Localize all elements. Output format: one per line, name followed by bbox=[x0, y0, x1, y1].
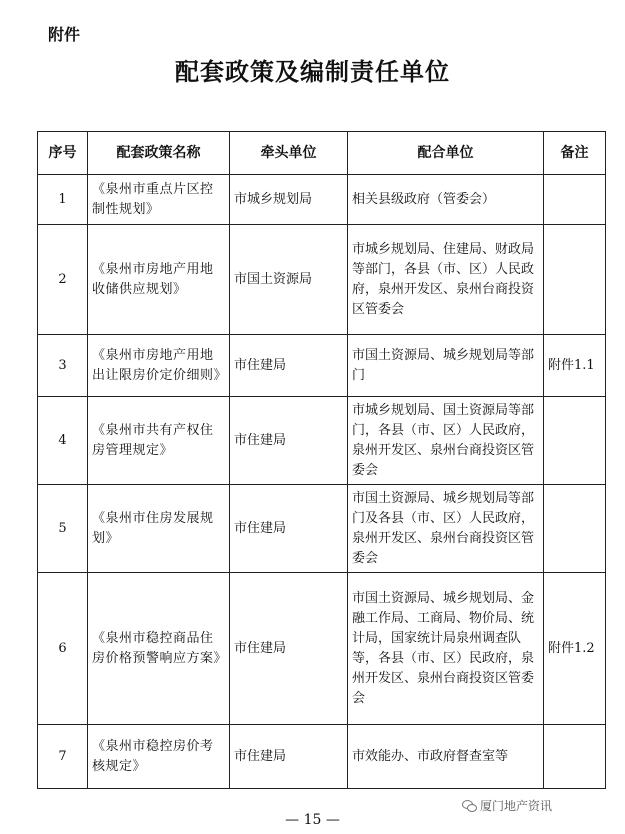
policy-name: 《泉州市共有产权住房管理规定》 bbox=[88, 397, 230, 485]
partner-units: 市国土资源局、城乡规划局等部门及各县（市、区）人民政府，泉州开发区、泉州台商投资区管委会 bbox=[348, 485, 544, 573]
table-row bbox=[38, 397, 606, 485]
table-header-row bbox=[38, 132, 606, 175]
partner-units: 市城乡规划局、住建局、财政局等部门，各县（市、区）人民政府，泉州开发区、泉州台商投资区管委会 bbox=[348, 225, 544, 335]
table-row bbox=[38, 335, 606, 397]
lead-unit: 市国土资源局 bbox=[230, 225, 348, 335]
row-number: 1 bbox=[38, 175, 88, 225]
column-header-remark: 备注 bbox=[544, 132, 606, 175]
remark: 附件1.2 bbox=[544, 573, 606, 725]
lead-unit: 市住建局 bbox=[230, 725, 348, 789]
document-title: 配套政策及编制责任单位 bbox=[175, 57, 450, 86]
column-header-number: 序号 bbox=[38, 132, 88, 175]
partner-units: 市国土资源局、城乡规划局、金融工作局、工商局、物价局、统计局，国家统计局泉州调查队等，各县（市、区）民政府，泉州开发区、泉州台商投资区管委会 bbox=[348, 573, 544, 725]
lead-unit: 市住建局 bbox=[230, 573, 348, 725]
lead-unit: 市城乡规划局 bbox=[230, 175, 348, 225]
row-number: 5 bbox=[38, 485, 88, 573]
policy-table bbox=[37, 131, 606, 789]
table-row bbox=[38, 175, 606, 225]
table-row bbox=[38, 485, 606, 573]
lead-unit: 市住建局 bbox=[230, 397, 348, 485]
attachment-label: 附件 bbox=[48, 25, 81, 44]
remark bbox=[544, 725, 606, 789]
column-header-policy-name: 配套政策名称 bbox=[88, 132, 230, 175]
remark: 附件1.1 bbox=[544, 335, 606, 397]
policy-name: 《泉州市稳控房价考核规定》 bbox=[88, 725, 230, 789]
column-header-partner-units: 配合单位 bbox=[348, 132, 544, 175]
row-number: 6 bbox=[38, 573, 88, 725]
policy-name: 《泉州市房地产用地出让限房价定价细则》 bbox=[88, 335, 230, 397]
partner-units: 市国土资源局、城乡规划局等部门 bbox=[348, 335, 544, 397]
remark bbox=[544, 225, 606, 335]
lead-unit: 市住建局 bbox=[230, 335, 348, 397]
policy-name: 《泉州市房地产用地收储供应规划》 bbox=[88, 225, 230, 335]
page-number: — 15 — bbox=[285, 812, 340, 828]
wechat-icon bbox=[462, 800, 476, 812]
policy-name: 《泉州市住房发展规划》 bbox=[88, 485, 230, 573]
row-number: 4 bbox=[38, 397, 88, 485]
table-row bbox=[38, 725, 606, 789]
policy-name: 《泉州市稳控商品住房价格预警响应方案》 bbox=[88, 573, 230, 725]
partner-units: 市效能办、市政府督查室等 bbox=[348, 725, 544, 789]
remark bbox=[544, 397, 606, 485]
lead-unit: 市住建局 bbox=[230, 485, 348, 573]
table-row bbox=[38, 573, 606, 725]
watermark-text: 厦门地产资讯 bbox=[480, 799, 553, 813]
partner-units: 市城乡规划局、国土资源局等部门，各县（市、区）人民政府，泉州开发区、泉州台商投资区管委会 bbox=[348, 397, 544, 485]
partner-units: 相关县级政府（管委会） bbox=[348, 175, 544, 225]
row-number: 7 bbox=[38, 725, 88, 789]
policy-name: 《泉州市重点片区控制性规划》 bbox=[88, 175, 230, 225]
remark bbox=[544, 175, 606, 225]
column-header-lead-unit: 牵头单位 bbox=[230, 132, 348, 175]
remark bbox=[544, 485, 606, 573]
table-row bbox=[38, 225, 606, 335]
row-number: 2 bbox=[38, 225, 88, 335]
row-number: 3 bbox=[38, 335, 88, 397]
